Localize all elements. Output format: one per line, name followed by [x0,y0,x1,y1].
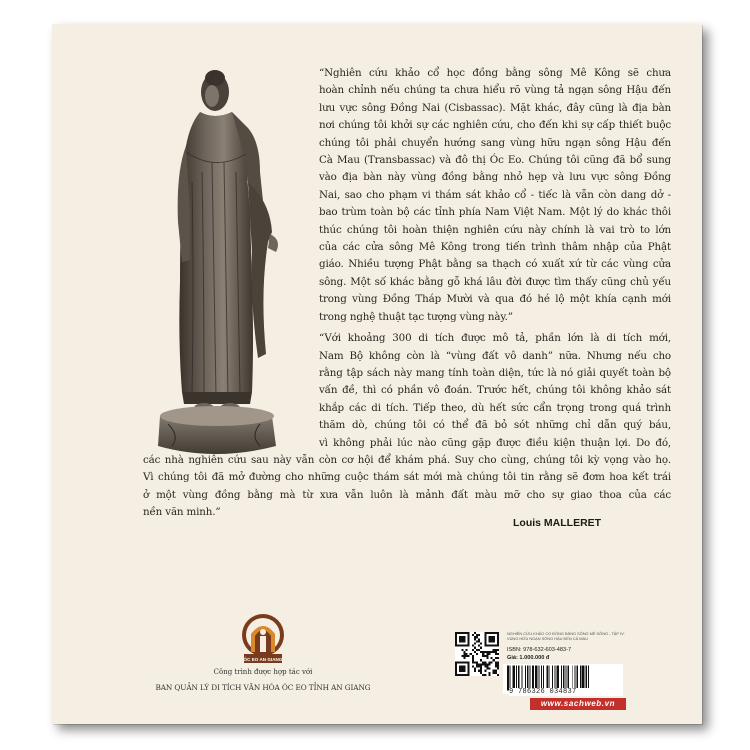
quote-line: “Nghiên cứu khảo cổ học đồng bằng sông Mê Kông sẽ chưa [319,67,671,79]
quote-line: chúng tôi phải chuyển hướng sang vùng hữu ngạn sông Hậu đến [319,136,671,149]
qr-code [455,632,499,676]
buddha-statue-illustration [120,62,320,472]
oc-eo-an-giang-logo [240,612,286,664]
credit-line-2: BAN QUẢN LÝ DI TÍCH VĂN HÓA ÓC EO TỈNH AN GIANG [155,683,371,692]
quote-line: Nai, sao cho phạm vi thám sát khảo cổ - tiếc là vẫn còn dang dở - [319,188,671,201]
quote-paragraph-1 [319,65,671,326]
quote-line: thúc chúng tôi hoàn thiện nghiên cứu này chính là vai trò to lớn [319,223,671,236]
quote-line: của các cửa sông Mê Kông trong tiến trình thâm nhập của Phật [319,241,671,254]
quote-author: Louis MALLERET [513,517,602,529]
quote-line: khắp các di tích. Tiếp theo, dù hết sức cẩn trọng trong quá trình [319,401,671,414]
quote-paragraph-2 [319,330,671,452]
quote-line: nền văn minh.” [143,506,221,519]
barcode-number: 9 786326 034837 [509,688,623,696]
quote-line: thăm dò, chúng tôi có thể đã bỏ sót những chỉ dẫn quý báu, [319,419,671,432]
quote-line: trong vùng Đồng Tháp Mười và qua đó hé lộ một khía cạnh mới [319,293,671,306]
quote-line: các nhà nghiên cứu sau này vẫn còn cơ hội để khám phá. Suy cho cùng, chúng tôi kỳ vọng vào họ. [143,453,671,466]
back-cover-quote [143,65,671,522]
website-label[interactable]: www.sachweb.vn [530,698,626,710]
quote-paragraph-2-continued [143,452,671,522]
quote-line: Nam Bộ không còn là “vùng đất vô danh” nữa. Nhưng nếu cho [319,349,671,362]
quote-line: sông. Một số khác bằng gỗ khá lâu đời được tìm thấy cũng chủ yếu [319,275,671,288]
quote-line: vấn đề, thì có phần vô đoán. Trước hết, chúng tôi không khảo sát [319,384,671,397]
isbn-text: ISBN: 978-632-603-483-7 [507,647,572,653]
quote-line: rằng tập sách này mang tính toàn diện, tức là nó giải quyết toàn bộ [319,366,671,379]
quote-line: trong nghệ thuật tạc tượng vùng này.” [319,310,513,323]
quote-line: Cà Mau (Transbassac) và đô thị Óc Eo. Chúng tôi cũng đã bổ sung [319,154,671,167]
quote-line: “Với khoảng 300 di tích được mô tả, phần lớn là di tích mới, [319,332,671,345]
quote-line: hoàn chỉnh nếu chúng ta chưa hiểu rõ vùng tả ngạn sông Hậu đến [319,84,671,97]
book-title-small-print: NGHIÊN CỨU KHẢO CỔ ĐỒNG BẰNG SÔNG MÊ KÔNG - TẬP IV: VÙNG HỮU NGẠN SÔNG HẬU ĐẾN CÀ MAU [507,631,625,641]
quote-line: lưu vực sông Đồng Nai (Cisbassac). Mặt khác, đây cũng là địa bàn [319,101,671,114]
quote-line: giáo. Nhiều tượng Phật bằng sa thạch có xuất xứ từ các vùng cửa [319,258,671,271]
price-text: Giá: 1.000.000 đ [507,655,550,661]
quote-line: ở một vùng đồng bằng mà từ xưa vẫn luôn là mảnh đất màu mỡ cho sự giao thoa của các [143,488,671,501]
quote-line: vì không phải lúc nào cũng gặp được điều kiện thuận lợi. Do đó, [319,436,671,449]
quote-line: vào địa bàn này vùng đồng bằng nhỏ hẹp và lưu vực sông Đồng [319,171,671,184]
quote-line: Vì chúng tôi đã mở đường cho những cuộc thám sát mới mà chúng tôi tin rằng sẽ đơm hoa kết trái [143,471,671,484]
credit-line-1: Công trình được hợp tác với [213,668,313,676]
quote-line: bao trùm toàn bộ các tỉnh phía Nam Việt Nam. Một lý do khác thôi [319,206,671,219]
logo-text: ÓC EO AN GIANG [243,657,283,662]
quote-line: nơi chúng tôi khởi sự các nghiên cứu, cho đến khi sự cấp thiết buộc [319,119,671,132]
